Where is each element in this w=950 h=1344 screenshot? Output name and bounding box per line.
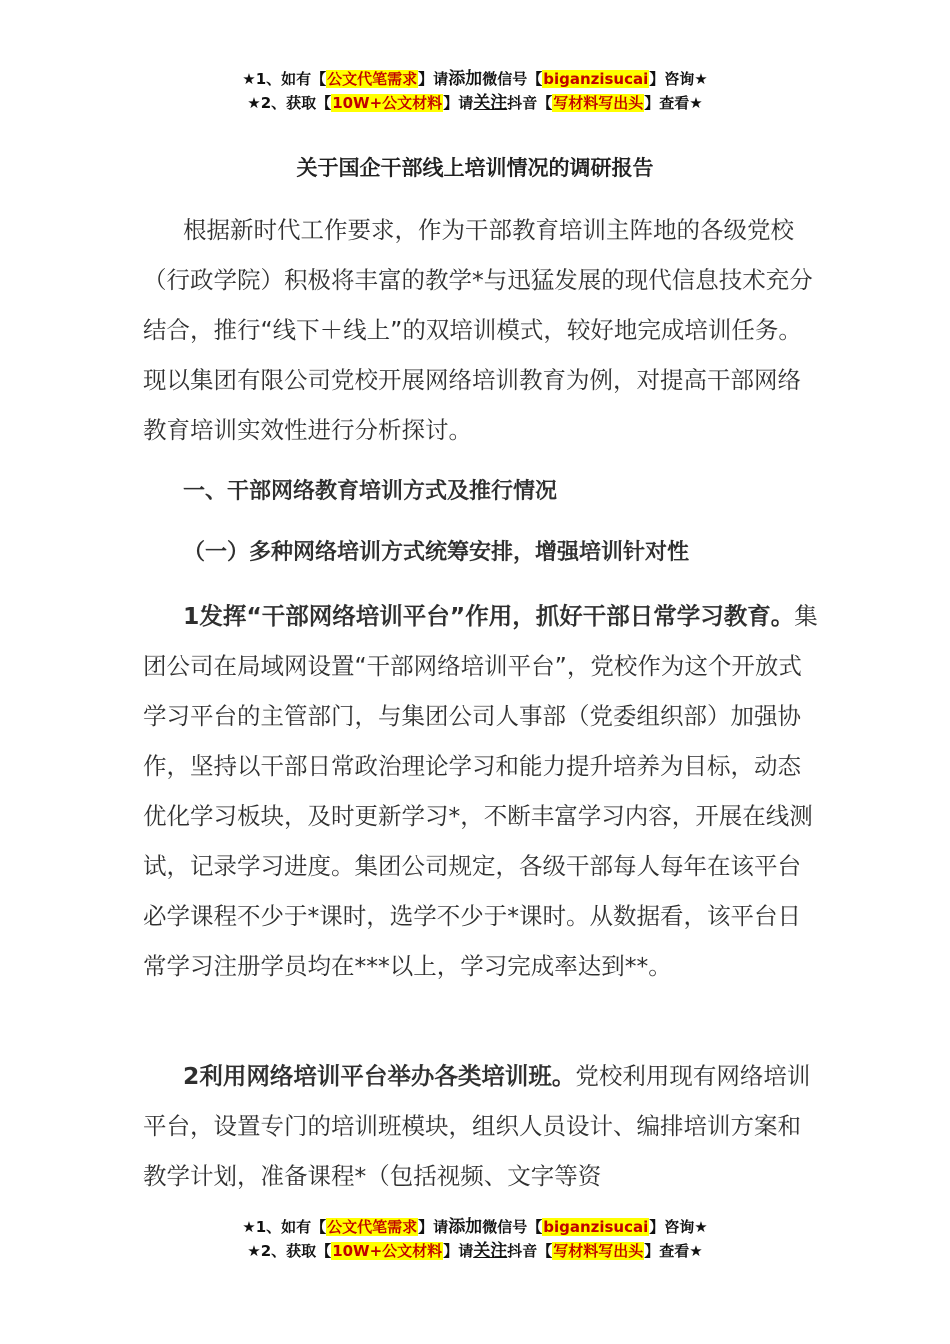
banner-highlight: 公文代笔需求 [327,1218,418,1236]
banner-text: 】请 [418,70,449,88]
subsection-heading-1: （一）多种网络培训方式统筹安排，增强培训针对性 [183,540,690,565]
banner-text: 】请 [443,94,474,112]
banner-highlight: 公文代笔需求 [327,70,418,88]
paragraph-lead: 2利用网络培训平台举办各类培训班。 [183,1062,576,1090]
banner-douyin-id: 写材料写出头 [553,94,644,112]
paragraph-platform [143,591,823,991]
paragraph-intro: 根据新时代工作要求，作为干部教育培训主阵地的各级党校（行政学院）积极将丰富的教学*与迅猛发展的现代信息技术充分结合，推行“线下＋线上”的双培训模式，较好地完成培训任务。现以集团有限公司党校开展网络培训教育为例，对提高干部网络教育培训实效性进行分析探讨。 [143,216,813,444]
banner-text: 】咨询★ [649,70,708,88]
banner-line-1 [0,67,950,91]
banner-emphasis: 添加 [448,1217,483,1237]
banner-text: 抖音【 [507,94,553,112]
banner-highlight: 10W+公文材料 [332,1242,443,1260]
banner-wechat-id: biganzisucai [543,70,649,88]
banner-emphasis: 关注 [473,93,508,113]
paragraph-text: 党校利用现有网络培训平台，设置专门的培训班模块，组织人员设计、编排培训方案和教学计划，准备课程*（包括视频、文字等资 [143,1062,811,1190]
paragraph-text: 集团公司在局域网设置“干部网络培训平台”，党校作为这个开放式学习平台的主管部门，与集团公司人事部（党委组织部）加强协作，坚持以干部日常政治理论学习和能力提升培养为目标，动态优化学习板块，及时更新学习*，不断丰富学习内容，开展在线测试，记录学习进度。集团公司规定，各级干部每人每年在该平台必学课程不少于*课时，选学不少于*课时。从数据看，该平台日常学习注册学员均在***以上，学习完成率达到**。 [143,602,818,980]
banner-text: ★1、如有【 [242,70,327,88]
banner-text: 】请 [443,1242,474,1260]
document-title: 关于国企干部线上培训情况的调研报告 [296,156,654,180]
banner-highlight: 10W+公文材料 [332,94,443,112]
banner-line-2 [0,1239,950,1263]
banner-emphasis: 添加 [448,69,483,89]
banner-text: 】查看★ [644,1242,703,1260]
header-banner [0,67,950,115]
footer-banner [0,1215,950,1263]
banner-line-2 [0,91,950,115]
banner-text: ★2、获取【 [247,1242,332,1260]
section-heading-1: 一、干部网络教育培训方式及推行情况 [183,479,558,504]
banner-text: 】咨询★ [649,1218,708,1236]
paragraph-training-classes [143,1051,823,1201]
banner-text: ★1、如有【 [242,1218,327,1236]
banner-line-1 [0,1215,950,1239]
banner-text: 】查看★ [644,94,703,112]
banner-text: 微信号【 [482,1218,543,1236]
paragraph-lead: 1发挥“干部网络培训平台”作用，抓好干部日常学习教育。 [183,602,795,630]
banner-emphasis: 关注 [473,1241,508,1261]
banner-douyin-id: 写材料写出头 [553,1242,644,1260]
banner-wechat-id: biganzisucai [543,1218,649,1236]
banner-text: 】请 [418,1218,449,1236]
banner-text: 抖音【 [507,1242,553,1260]
banner-text: ★2、获取【 [247,94,332,112]
banner-text: 微信号【 [482,70,543,88]
